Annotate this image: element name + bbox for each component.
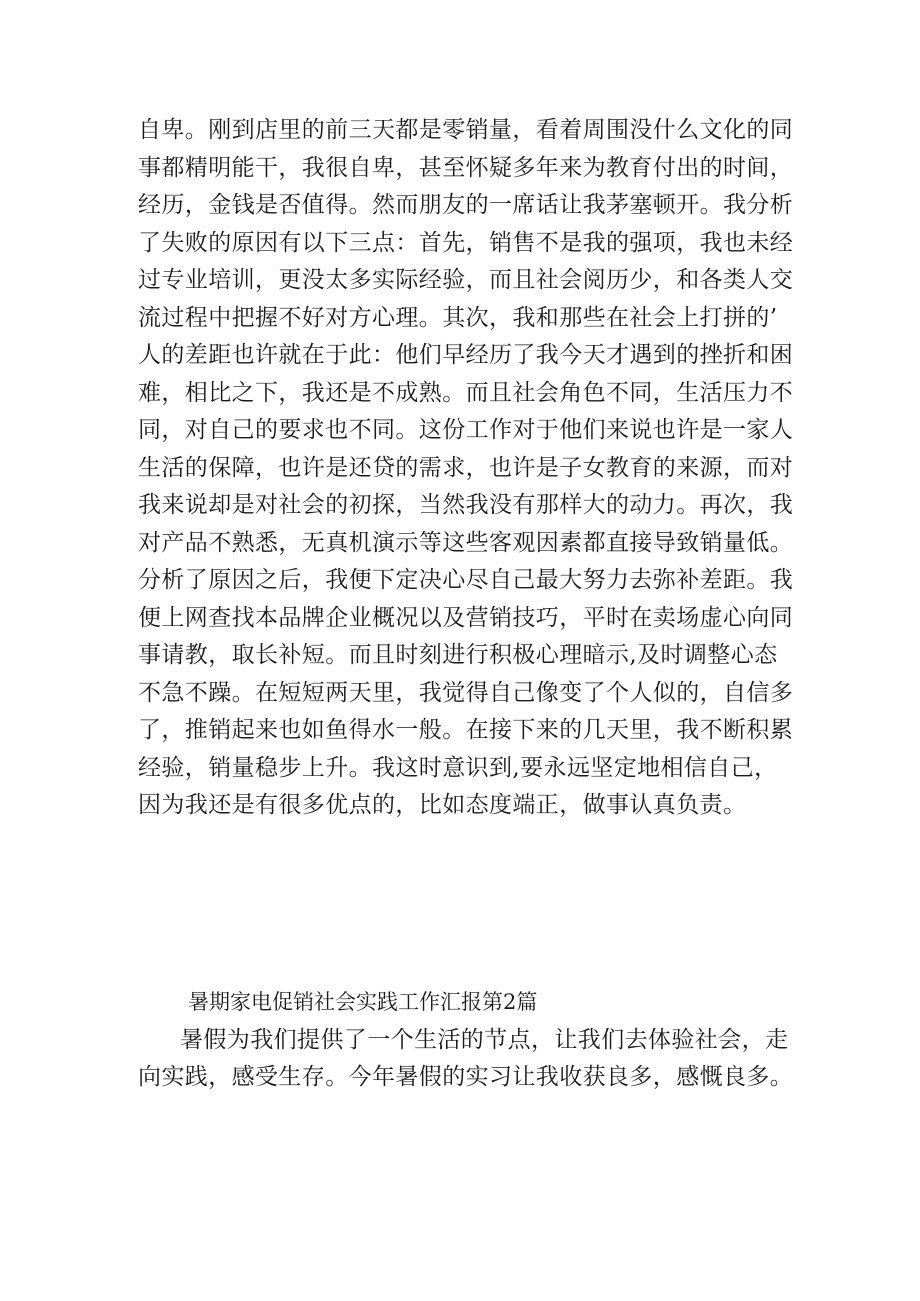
text-line: 流过程中把握不好对方心理。其次，我和那些在社会上打拼的’ (138, 304, 778, 331)
text-line: 便上网查找本品牌企业概况以及营销技巧，平时在卖场虚心向同 (138, 604, 794, 631)
paragraph-2 (138, 1022, 798, 1097)
text-line: 分析了原因之后，我便下定决心尽自己最大努力去弥补差距。我 (138, 567, 794, 593)
text-line: 向实践，感受生存。今年暑假的实习让我收获良多，感慨良多。 (138, 1064, 794, 1090)
text-line: 不急不躁。在短短两天里，我觉得自己像变了个人似的，自信多 (138, 679, 794, 706)
section-heading: 暑期家电促销社会实践工作汇报第2篇 (188, 990, 538, 1014)
text-line: 事请教，取长补短。而且时刻进行积极心理暗示,及时调整心态 (138, 642, 778, 668)
text-line: 经验，销量稳步上升。我这时意识到,要永远坚定地相信自己， (138, 754, 778, 781)
text-line: 人的差距也许就在于此：他们早经历了我今天才遇到的挫折和困 (138, 342, 794, 368)
text-line: 经历，金钱是否值得。然而朋友的一席话让我茅塞顿开。我分析 (138, 192, 794, 218)
text-line: 了失败的原因有以下三点：首先，销售不是我的强项，我也未经 (138, 229, 794, 256)
text-line: 过专业培训，更没太多实际经验，而且社会阅历少，和各类人交 (138, 267, 794, 293)
section-2 (138, 984, 798, 1097)
text-line: 同，对自己的要求也不同。这份工作对于他们来说也许是一家人 (138, 417, 794, 443)
text-line: 难，相比之下，我还是不成熟。而且社会角色不同，生活压力不 (138, 379, 794, 406)
text-line: 事都精明能干，我很自卑，甚至怀疑多年来为教育付出的时间， (138, 154, 794, 181)
text-line: 生活的保障，也许是还贷的需求，也许是子女教育的来源，而对 (138, 454, 794, 481)
text-line: 自卑。刚到店里的前三天都是零销量，看着周围没什么文化的同 (138, 117, 794, 143)
paragraph-1 (138, 112, 798, 825)
text-line: 暑假为我们提供了一个生活的节点，让我们去体验社会，走 (180, 1026, 789, 1053)
text-line: 我来说却是对社会的初探，当然我没有那样大的动力。再次，我 (138, 492, 794, 518)
text-line: 了，推销起来也如鱼得水一般。在接下来的几天里，我不断积累 (138, 717, 794, 743)
text-line: 对产品不熟悉，无真机演示等这些客观因素都直接导致销量低。 (138, 529, 794, 556)
text-line: 因为我还是有很多优点的，比如态度端正，做事认真负责。 (138, 792, 747, 818)
